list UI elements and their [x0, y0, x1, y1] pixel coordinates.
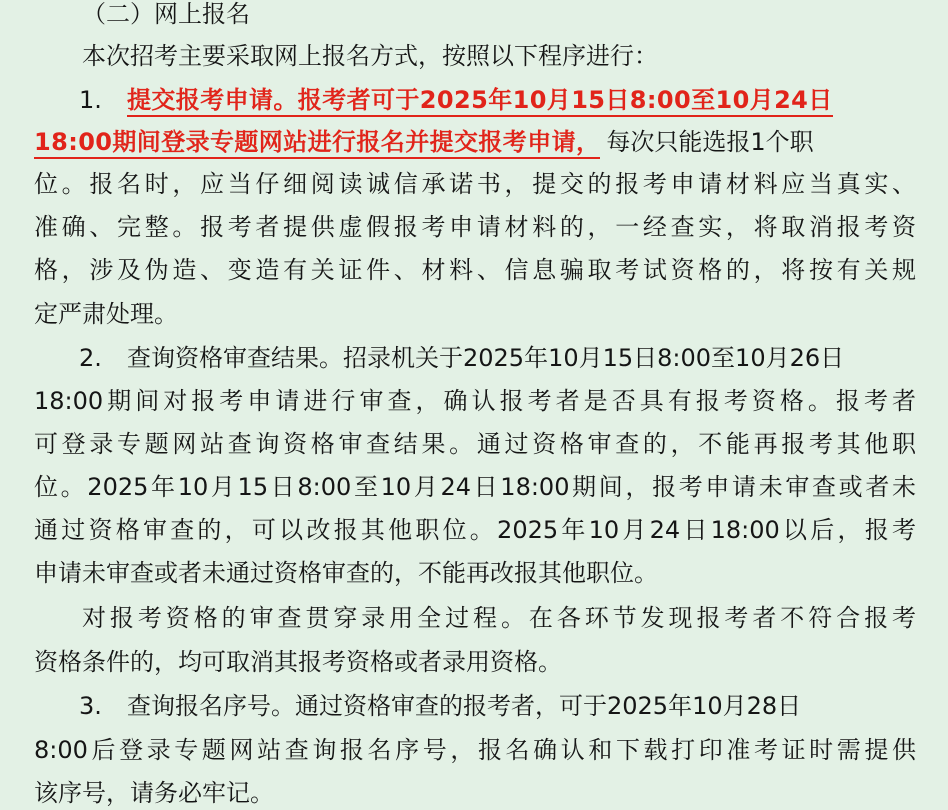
item-2-line-1 [79, 337, 916, 379]
item-2-line-2: 18:00期间对报考申请进行审查，确认报考者是否具有报考资格。报考者 [34, 387, 916, 415]
item-2-first-line: 查询资格审查结果。招录机关于2025年10月15日8:00至10月26日 [127, 344, 845, 372]
item-1-highlight-1: 提交报考申请。报考者可于2025年10月15日8:00至10月24日 [127, 86, 833, 117]
item-2-line-4: 位。2025年10月15日8:00至10月24日18:00期间，报考申请未审查或者未 [34, 473, 916, 501]
item-1-line-5: 格，涉及伪造、变造有关证件、材料、信息骗取考试资格的，将按有关规 [34, 256, 916, 284]
item-2-line-3: 可登录专题网站查询资格审查结果。通过资格审查的，不能再报考其他职 [34, 430, 916, 458]
section-heading: （二）网上报名 [82, 0, 250, 28]
item-2-number: 2. [79, 344, 102, 372]
item-1-line-1 [79, 79, 916, 121]
item-3-first-line: 查询报名序号。通过资格审查的报考者，可于2025年10月28日 [127, 692, 802, 720]
item-1-line-4: 准确、完整。报考者提供虚假报考申请材料的，一经查实，将取消报考资 [34, 213, 916, 241]
item-1-highlight-2: 18:00期间登录专题网站进行报名并提交报考申请， [34, 128, 600, 159]
item-3-line-2: 8:00后登录专题网站查询报名序号，报名确认和下载打印准考证时需提供 [34, 736, 916, 764]
item-1-line-3: 位。报名时，应当仔细阅读诚信承诺书，提交的报考申请材料应当真实、 [34, 170, 916, 198]
item-1-tail: 每次只能选报1个职 [606, 128, 814, 156]
item-3-number: 3. [79, 692, 102, 720]
item-2-line-6: 申请未审查或者未通过资格审查的，不能再改报其他职位。 [34, 559, 658, 587]
intro-paragraph: 本次招考主要采取网上报名方式，按照以下程序进行： [82, 42, 658, 70]
review-line-1: 对报考资格的审查贯穿录用全过程。在各环节发现报考者不符合报考 [82, 604, 916, 632]
review-line-2: 资格条件的，均可取消其报考资格或者录用资格。 [34, 648, 562, 676]
item-1-line-2 [34, 121, 916, 163]
item-1-line-6: 定严肃处理。 [34, 300, 178, 328]
item-3-line-3: 该序号，请务必牢记。 [34, 779, 274, 807]
item-1-number: 1. [79, 86, 102, 114]
item-3-line-1 [79, 685, 916, 727]
item-2-line-5: 通过资格审查的，可以改报其他职位。2025年10月24日18:00以后，报考 [34, 516, 916, 544]
